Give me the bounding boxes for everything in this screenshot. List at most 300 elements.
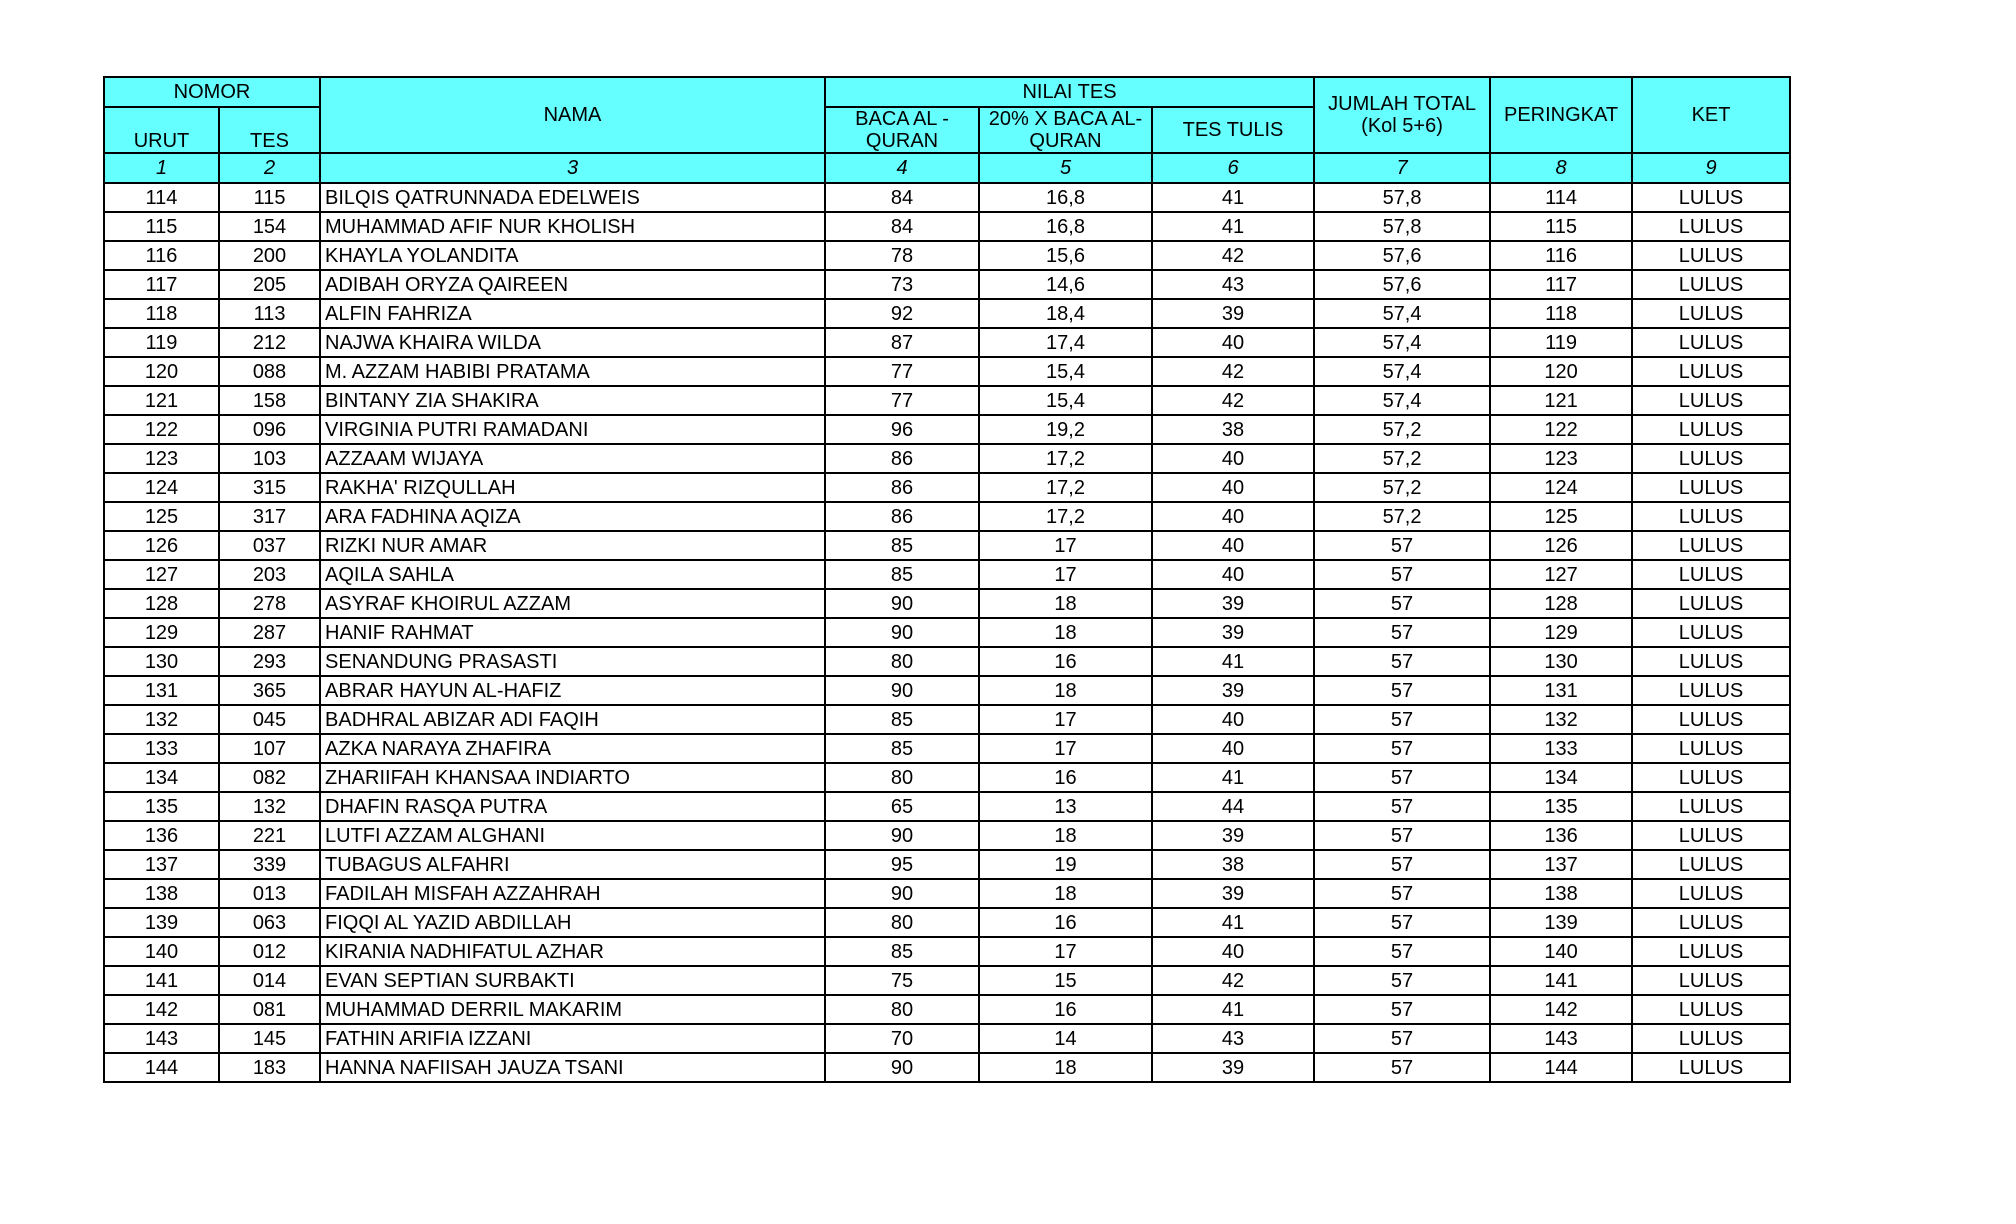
col-number: 5 (979, 153, 1152, 183)
cell-baca: 84 (825, 212, 979, 241)
table-row (104, 183, 1790, 212)
cell-tes-tulis: 41 (1152, 995, 1314, 1024)
cell-urut: 136 (104, 821, 219, 850)
table-row (104, 560, 1790, 589)
cell-baca: 77 (825, 357, 979, 386)
cell-baca: 78 (825, 241, 979, 270)
cell-tes: 013 (219, 879, 320, 908)
header-20pct-baca (979, 107, 1152, 153)
cell-peringkat: 131 (1490, 676, 1632, 705)
cell-tes-tulis: 42 (1152, 386, 1314, 415)
cell-nama: EVAN SEPTIAN SURBAKTI (320, 966, 825, 995)
cell-urut: 116 (104, 241, 219, 270)
cell-peringkat: 124 (1490, 473, 1632, 502)
cell-urut: 138 (104, 879, 219, 908)
cell-tes-tulis: 40 (1152, 705, 1314, 734)
cell-baca: 95 (825, 850, 979, 879)
cell-urut: 144 (104, 1053, 219, 1082)
cell-baca: 90 (825, 618, 979, 647)
cell-baca: 87 (825, 328, 979, 357)
header-tes-tulis: TES TULIS (1152, 107, 1314, 153)
cell-nama: BINTANY ZIA SHAKIRA (320, 386, 825, 415)
cell-20pct: 19 (979, 850, 1152, 879)
header-nama: NAMA (320, 77, 825, 153)
cell-tes-tulis: 39 (1152, 676, 1314, 705)
cell-ket: LULUS (1632, 734, 1790, 763)
cell-urut: 126 (104, 531, 219, 560)
cell-jumlah: 57,2 (1314, 502, 1490, 531)
cell-tes-tulis: 44 (1152, 792, 1314, 821)
cell-baca: 75 (825, 966, 979, 995)
cell-nama: AZZAAM WIJAYA (320, 444, 825, 473)
table-row (104, 1024, 1790, 1053)
cell-jumlah: 57,2 (1314, 444, 1490, 473)
cell-tes: 278 (219, 589, 320, 618)
cell-urut: 114 (104, 183, 219, 212)
table-row (104, 763, 1790, 792)
cell-urut: 139 (104, 908, 219, 937)
cell-nama: MUHAMMAD AFIF NUR KHOLISH (320, 212, 825, 241)
cell-tes-tulis: 39 (1152, 618, 1314, 647)
cell-tes-tulis: 41 (1152, 212, 1314, 241)
cell-tes-tulis: 42 (1152, 357, 1314, 386)
cell-peringkat: 130 (1490, 647, 1632, 676)
cell-tes: 212 (219, 328, 320, 357)
table-row (104, 589, 1790, 618)
cell-ket: LULUS (1632, 879, 1790, 908)
cell-tes: 200 (219, 241, 320, 270)
cell-tes-tulis: 40 (1152, 328, 1314, 357)
header-baca-line1: BACA AL - (855, 108, 949, 130)
table-row (104, 879, 1790, 908)
cell-urut: 117 (104, 270, 219, 299)
header-urut: URUT (104, 107, 219, 153)
cell-urut: 142 (104, 995, 219, 1024)
cell-ket: LULUS (1632, 618, 1790, 647)
cell-urut: 141 (104, 966, 219, 995)
cell-tes-tulis: 40 (1152, 560, 1314, 589)
cell-jumlah: 57,4 (1314, 386, 1490, 415)
cell-nama: ABRAR HAYUN AL-HAFIZ (320, 676, 825, 705)
cell-jumlah: 57 (1314, 1053, 1490, 1082)
cell-20pct: 17,2 (979, 444, 1152, 473)
header-jumlah-total (1314, 77, 1490, 153)
cell-nama: TUBAGUS ALFAHRI (320, 850, 825, 879)
cell-tes-tulis: 43 (1152, 1024, 1314, 1053)
cell-jumlah: 57,8 (1314, 212, 1490, 241)
cell-nama: ARA FADHINA AQIZA (320, 502, 825, 531)
cell-peringkat: 120 (1490, 357, 1632, 386)
cell-urut: 128 (104, 589, 219, 618)
cell-baca: 85 (825, 705, 979, 734)
cell-ket: LULUS (1632, 966, 1790, 995)
cell-jumlah: 57,2 (1314, 473, 1490, 502)
cell-urut: 115 (104, 212, 219, 241)
cell-nama: NAJWA KHAIRA WILDA (320, 328, 825, 357)
cell-nama: AZKA NARAYA ZHAFIRA (320, 734, 825, 763)
cell-jumlah: 57,8 (1314, 183, 1490, 212)
cell-jumlah: 57,6 (1314, 270, 1490, 299)
table-row (104, 270, 1790, 299)
cell-ket: LULUS (1632, 1053, 1790, 1082)
cell-peringkat: 118 (1490, 299, 1632, 328)
cell-tes: 287 (219, 618, 320, 647)
header-ket: KET (1632, 77, 1790, 153)
cell-20pct: 18 (979, 821, 1152, 850)
cell-jumlah: 57 (1314, 937, 1490, 966)
cell-tes: 014 (219, 966, 320, 995)
cell-jumlah: 57 (1314, 734, 1490, 763)
cell-tes: 183 (219, 1053, 320, 1082)
cell-nama: VIRGINIA PUTRI RAMADANI (320, 415, 825, 444)
cell-ket: LULUS (1632, 415, 1790, 444)
cell-ket: LULUS (1632, 850, 1790, 879)
cell-ket: LULUS (1632, 792, 1790, 821)
col-number: 3 (320, 153, 825, 183)
cell-jumlah: 57 (1314, 1024, 1490, 1053)
cell-ket: LULUS (1632, 531, 1790, 560)
cell-jumlah: 57 (1314, 676, 1490, 705)
cell-tes-tulis: 40 (1152, 734, 1314, 763)
cell-peringkat: 126 (1490, 531, 1632, 560)
cell-baca: 80 (825, 647, 979, 676)
cell-tes: 158 (219, 386, 320, 415)
cell-peringkat: 127 (1490, 560, 1632, 589)
cell-tes: 103 (219, 444, 320, 473)
cell-peringkat: 125 (1490, 502, 1632, 531)
cell-peringkat: 123 (1490, 444, 1632, 473)
cell-20pct: 16 (979, 763, 1152, 792)
cell-peringkat: 134 (1490, 763, 1632, 792)
cell-tes-tulis: 40 (1152, 444, 1314, 473)
cell-baca: 65 (825, 792, 979, 821)
cell-tes: 096 (219, 415, 320, 444)
cell-ket: LULUS (1632, 821, 1790, 850)
cell-tes: 012 (219, 937, 320, 966)
cell-jumlah: 57 (1314, 995, 1490, 1024)
cell-ket: LULUS (1632, 705, 1790, 734)
cell-nama: RIZKI NUR AMAR (320, 531, 825, 560)
cell-ket: LULUS (1632, 908, 1790, 937)
cell-jumlah: 57,4 (1314, 357, 1490, 386)
cell-jumlah: 57 (1314, 618, 1490, 647)
cell-ket: LULUS (1632, 386, 1790, 415)
table-row (104, 415, 1790, 444)
cell-tes-tulis: 40 (1152, 473, 1314, 502)
cell-jumlah: 57 (1314, 560, 1490, 589)
cell-nama: ALFIN FAHRIZA (320, 299, 825, 328)
table-row (104, 792, 1790, 821)
cell-peringkat: 143 (1490, 1024, 1632, 1053)
cell-jumlah: 57,4 (1314, 299, 1490, 328)
col-number: 4 (825, 153, 979, 183)
cell-tes-tulis: 41 (1152, 763, 1314, 792)
cell-baca: 70 (825, 1024, 979, 1053)
cell-20pct: 18 (979, 879, 1152, 908)
cell-nama: FIQQI AL YAZID ABDILLAH (320, 908, 825, 937)
cell-tes-tulis: 38 (1152, 415, 1314, 444)
cell-jumlah: 57,6 (1314, 241, 1490, 270)
cell-baca: 84 (825, 183, 979, 212)
cell-urut: 132 (104, 705, 219, 734)
cell-ket: LULUS (1632, 676, 1790, 705)
col-number: 2 (219, 153, 320, 183)
cell-peringkat: 117 (1490, 270, 1632, 299)
cell-tes: 037 (219, 531, 320, 560)
cell-baca: 85 (825, 531, 979, 560)
cell-urut: 118 (104, 299, 219, 328)
cell-nama: FADILAH MISFAH AZZAHRAH (320, 879, 825, 908)
cell-urut: 137 (104, 850, 219, 879)
cell-nama: DHAFIN RASQA PUTRA (320, 792, 825, 821)
cell-baca: 90 (825, 1053, 979, 1082)
table-body (104, 183, 1790, 1082)
cell-ket: LULUS (1632, 183, 1790, 212)
col-number: 7 (1314, 153, 1490, 183)
cell-peringkat: 139 (1490, 908, 1632, 937)
cell-peringkat: 135 (1490, 792, 1632, 821)
cell-urut: 134 (104, 763, 219, 792)
cell-tes-tulis: 40 (1152, 937, 1314, 966)
cell-tes: 082 (219, 763, 320, 792)
cell-peringkat: 121 (1490, 386, 1632, 415)
cell-ket: LULUS (1632, 299, 1790, 328)
cell-baca: 77 (825, 386, 979, 415)
cell-peringkat: 129 (1490, 618, 1632, 647)
cell-urut: 131 (104, 676, 219, 705)
cell-ket: LULUS (1632, 589, 1790, 618)
cell-nama: HANIF RAHMAT (320, 618, 825, 647)
cell-tes: 203 (219, 560, 320, 589)
cell-20pct: 15,4 (979, 357, 1152, 386)
cell-baca: 80 (825, 908, 979, 937)
table-row (104, 995, 1790, 1024)
cell-peringkat: 116 (1490, 241, 1632, 270)
cell-urut: 119 (104, 328, 219, 357)
cell-peringkat: 137 (1490, 850, 1632, 879)
cell-ket: LULUS (1632, 1024, 1790, 1053)
table-row (104, 850, 1790, 879)
cell-tes: 221 (219, 821, 320, 850)
cell-tes-tulis: 41 (1152, 183, 1314, 212)
cell-peringkat: 138 (1490, 879, 1632, 908)
cell-20pct: 15 (979, 966, 1152, 995)
table-row (104, 937, 1790, 966)
table-row (104, 821, 1790, 850)
cell-baca: 86 (825, 473, 979, 502)
cell-20pct: 18 (979, 618, 1152, 647)
cell-urut: 125 (104, 502, 219, 531)
cell-baca: 85 (825, 937, 979, 966)
cell-20pct: 15,6 (979, 241, 1152, 270)
table-row (104, 618, 1790, 647)
cell-tes: 113 (219, 299, 320, 328)
cell-urut: 143 (104, 1024, 219, 1053)
table-row (104, 705, 1790, 734)
cell-jumlah: 57 (1314, 647, 1490, 676)
cell-peringkat: 119 (1490, 328, 1632, 357)
cell-tes-tulis: 41 (1152, 908, 1314, 937)
table-row (104, 676, 1790, 705)
cell-jumlah: 57 (1314, 821, 1490, 850)
table-row (104, 357, 1790, 386)
cell-nama: SENANDUNG PRASASTI (320, 647, 825, 676)
table-row (104, 212, 1790, 241)
cell-nama: BILQIS QATRUNNADA EDELWEIS (320, 183, 825, 212)
cell-nama: RAKHA' RIZQULLAH (320, 473, 825, 502)
header-pct-line2: QURAN (1029, 130, 1102, 152)
table-row (104, 444, 1790, 473)
cell-ket: LULUS (1632, 937, 1790, 966)
cell-20pct: 13 (979, 792, 1152, 821)
cell-tes-tulis: 39 (1152, 821, 1314, 850)
cell-urut: 127 (104, 560, 219, 589)
cell-20pct: 16 (979, 908, 1152, 937)
cell-urut: 123 (104, 444, 219, 473)
cell-baca: 73 (825, 270, 979, 299)
cell-baca: 85 (825, 734, 979, 763)
cell-ket: LULUS (1632, 241, 1790, 270)
cell-baca: 86 (825, 502, 979, 531)
cell-baca: 90 (825, 821, 979, 850)
cell-tes-tulis: 40 (1152, 502, 1314, 531)
header-jumlah-line2: (Kol 5+6) (1361, 115, 1443, 137)
cell-peringkat: 128 (1490, 589, 1632, 618)
cell-20pct: 16 (979, 995, 1152, 1024)
cell-nama: AQILA SAHLA (320, 560, 825, 589)
cell-20pct: 17,2 (979, 502, 1152, 531)
col-number: 1 (104, 153, 219, 183)
cell-tes-tulis: 40 (1152, 531, 1314, 560)
cell-baca: 86 (825, 444, 979, 473)
cell-20pct: 15,4 (979, 386, 1152, 415)
cell-urut: 135 (104, 792, 219, 821)
cell-tes-tulis: 39 (1152, 879, 1314, 908)
cell-urut: 121 (104, 386, 219, 415)
cell-tes: 365 (219, 676, 320, 705)
cell-baca: 92 (825, 299, 979, 328)
cell-nama: ZHARIIFAH KHANSAA INDIARTO (320, 763, 825, 792)
table-row (104, 502, 1790, 531)
cell-20pct: 17 (979, 705, 1152, 734)
cell-baca: 90 (825, 589, 979, 618)
cell-tes: 145 (219, 1024, 320, 1053)
cell-ket: LULUS (1632, 328, 1790, 357)
col-number: 9 (1632, 153, 1790, 183)
cell-tes: 293 (219, 647, 320, 676)
cell-peringkat: 122 (1490, 415, 1632, 444)
cell-jumlah: 57 (1314, 879, 1490, 908)
cell-baca: 90 (825, 676, 979, 705)
cell-ket: LULUS (1632, 995, 1790, 1024)
cell-20pct: 18 (979, 676, 1152, 705)
cell-20pct: 17,4 (979, 328, 1152, 357)
results-table (103, 76, 1791, 1083)
table-row (104, 386, 1790, 415)
cell-tes: 317 (219, 502, 320, 531)
table-row (104, 734, 1790, 763)
cell-tes: 154 (219, 212, 320, 241)
cell-urut: 120 (104, 357, 219, 386)
cell-tes-tulis: 41 (1152, 647, 1314, 676)
cell-peringkat: 140 (1490, 937, 1632, 966)
cell-jumlah: 57,4 (1314, 328, 1490, 357)
cell-20pct: 14,6 (979, 270, 1152, 299)
cell-tes-tulis: 39 (1152, 1053, 1314, 1082)
cell-20pct: 16,8 (979, 212, 1152, 241)
cell-tes: 205 (219, 270, 320, 299)
table-row (104, 241, 1790, 270)
header-baca-al-quran (825, 107, 979, 153)
cell-20pct: 14 (979, 1024, 1152, 1053)
header-tes: TES (219, 107, 320, 153)
cell-baca: 90 (825, 879, 979, 908)
cell-tes: 063 (219, 908, 320, 937)
cell-urut: 130 (104, 647, 219, 676)
cell-nama: BADHRAL ABIZAR ADI FAQIH (320, 705, 825, 734)
table-row (104, 299, 1790, 328)
cell-20pct: 18 (979, 1053, 1152, 1082)
cell-nama: LUTFI AZZAM ALGHANI (320, 821, 825, 850)
header-nilai-tes: NILAI TES (825, 77, 1314, 107)
header-baca-line2: QURAN (865, 130, 939, 152)
cell-baca: 96 (825, 415, 979, 444)
cell-baca: 85 (825, 560, 979, 589)
cell-nama: MUHAMMAD DERRIL MAKARIM (320, 995, 825, 1024)
cell-urut: 122 (104, 415, 219, 444)
cell-ket: LULUS (1632, 647, 1790, 676)
cell-20pct: 17 (979, 531, 1152, 560)
cell-jumlah: 57 (1314, 763, 1490, 792)
cell-nama: KIRANIA NADHIFATUL AZHAR (320, 937, 825, 966)
header-peringkat: PERINGKAT (1490, 77, 1632, 153)
cell-jumlah: 57 (1314, 589, 1490, 618)
cell-baca: 80 (825, 763, 979, 792)
cell-peringkat: 144 (1490, 1053, 1632, 1082)
table-row (104, 647, 1790, 676)
cell-ket: LULUS (1632, 444, 1790, 473)
cell-tes: 088 (219, 357, 320, 386)
cell-tes-tulis: 39 (1152, 589, 1314, 618)
cell-peringkat: 132 (1490, 705, 1632, 734)
cell-nama: FATHIN ARIFIA IZZANI (320, 1024, 825, 1053)
cell-nama: KHAYLA YOLANDITA (320, 241, 825, 270)
cell-jumlah: 57 (1314, 908, 1490, 937)
cell-ket: LULUS (1632, 560, 1790, 589)
cell-ket: LULUS (1632, 270, 1790, 299)
cell-baca: 80 (825, 995, 979, 1024)
cell-nama: M. AZZAM HABIBI PRATAMA (320, 357, 825, 386)
cell-tes-tulis: 38 (1152, 850, 1314, 879)
table-row (104, 328, 1790, 357)
cell-20pct: 17 (979, 937, 1152, 966)
cell-ket: LULUS (1632, 357, 1790, 386)
cell-peringkat: 141 (1490, 966, 1632, 995)
cell-tes-tulis: 42 (1152, 241, 1314, 270)
cell-jumlah: 57 (1314, 531, 1490, 560)
cell-peringkat: 133 (1490, 734, 1632, 763)
cell-tes: 045 (219, 705, 320, 734)
cell-ket: LULUS (1632, 763, 1790, 792)
cell-nama: ASYRAF KHOIRUL AZZAM (320, 589, 825, 618)
cell-peringkat: 115 (1490, 212, 1632, 241)
cell-urut: 124 (104, 473, 219, 502)
cell-tes-tulis: 39 (1152, 299, 1314, 328)
column-number-row (104, 153, 1790, 183)
cell-tes: 339 (219, 850, 320, 879)
cell-20pct: 17 (979, 560, 1152, 589)
table-row (104, 531, 1790, 560)
